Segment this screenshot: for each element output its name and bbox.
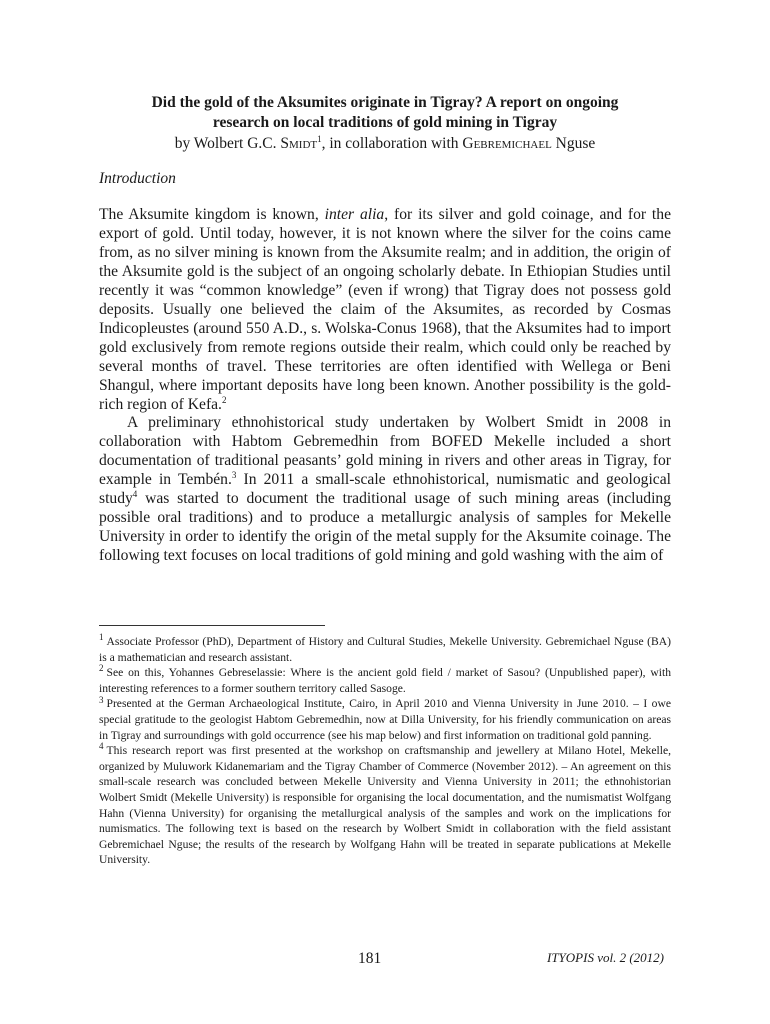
paragraph-2-text-a: A preliminary ethnohistorical study undertaken by Wolbert Smidt in 2008 in collaboration with Habtom Gebremedhin from BOFED Mekelle included a short documentation of traditional peasants’ gold mining in rivers and other areas in Tigray, for example in Tembén. [99, 414, 671, 489]
byline [98, 133, 672, 154]
footnote-number: 1 [99, 632, 104, 643]
footnote-ref-2[interactable]: 2 [221, 394, 227, 405]
paragraph-1-text-b: , for its silver and gold coinage, and for the export of gold. Until today, however, it is not known where the silver for the coins came from, as no silver mining is known from the Aksumite realm; and in addition, the origin of the Aksumite gold is the subject of an ongoing scholarly debate. In Ethiopian Studies until recently it was “common knowledge” (even if wrong) that Tigray does not possess gold deposits. Usually one believed the claim of the Aksumites, as recorded by Cosmas Indicopleustes (around 550 A.D., s. Wolska-Conus 1968), that the Aksumites had to import gold exclusively from remote regions outside their realm, which could only be reached by several months of travel. These territories are often identified with Wellega or Beni Shangul, where important deposits have long been known. Another possibility is the gold-rich region of Kefa. [99, 206, 671, 413]
footnote-divider [99, 625, 325, 626]
paragraph-1-text-a: The Aksumite kingdom is known, [99, 206, 325, 223]
body-text [99, 206, 671, 566]
running-footer: ITYOPIS vol. 2 (2012) [547, 950, 664, 965]
footnote-number: 2 [99, 663, 104, 674]
footnote-ref-3[interactable]: 3 [231, 470, 237, 481]
footnote-number: 4 [99, 741, 104, 752]
article-title-line-2: research on local traditions of gold mining in Tigray [212, 114, 558, 131]
paragraph-2-text-c: was started to document the traditional usage of such mining areas (including possible oral traditions) and to produce a metallurgic analysis of samples for Mekelle University in order to identify the origin of the metal supply for the Aksumite coinage. The following text focuses on local traditions of gold mining and gold washing with the aim of [99, 490, 671, 565]
paragraph-2 [99, 414, 671, 566]
footnote-4 [99, 743, 671, 868]
article-title-line-1: Did the gold of the Aksumites originate in Tigray? A report on ongoing [151, 94, 619, 111]
footnote-text: See on this, Yohannes Gebreselassie: Where is the ancient gold field / market of Sasou? (Unpublished paper), with interesting references to a former southern territory called Sasoge. [99, 666, 671, 695]
footnote-text: Associate Professor (PhD), Department of History and Cultural Studies, Mekelle University. Gebremichael Nguse (BA) is a mathematician and research assistant. [99, 635, 671, 664]
author-2-rest: Nguse [551, 135, 596, 152]
footnotes [99, 634, 671, 868]
author-1-surname: Smidt [280, 135, 318, 152]
byline-middle: , in collaboration with [321, 135, 463, 152]
paragraph-1 [99, 206, 671, 414]
section-heading: Introduction [99, 170, 176, 187]
footnote-3 [99, 696, 671, 743]
footnote-ref-1[interactable]: 1 [317, 133, 322, 144]
footnote-text: Presented at the German Archaeological Institute, Cairo, in April 2010 and Vienna University in June 2010. – I owe special gratitude to the geologist Habtom Gebremedhin, now at Dilla University, for his friendly communication on areas in Tigray and surroundings with gold occurrence (see his map below) and first information on traditional gold panning. [99, 697, 671, 742]
author-2-surname: Gebremichael [462, 135, 552, 152]
footnote-2 [99, 665, 671, 696]
paragraph-1-italic: inter alia [324, 206, 385, 223]
footnote-number: 3 [99, 694, 104, 705]
footnote-text: This research report was first presented at the workshop on craftsmanship and jewellery at Milano Hotel, Mekelle, organized by Muluwork Kidanemariam and the Tigray Chamber of Commerce (November 2012). – An agreement on this small-scale research was concluded between Mekelle University and Vienna University in 2011; the ethnohistorian Wolbert Smidt (Mekelle University) is responsible for organising the local documentation, and the numismatist Wolfgang Hahn (Vienna University) for organising the metallurgical analysis of the samples and work on the implications for numismatics. The following text is based on the research by Wolbert Smidt in collaboration with the field assistant Gebremichael Nguse; the results of the research by Wolfgang Hahn will be treated in separate publications at Mekelle University. [99, 744, 671, 867]
byline-prefix: by Wolbert G.C. [174, 135, 281, 152]
footnote-ref-4[interactable]: 4 [132, 489, 138, 500]
article-header [98, 93, 672, 154]
footnote-1 [99, 634, 671, 665]
page-number: 181 [358, 950, 382, 967]
paragraph-2-text-b: In 2011 a small-scale ethnohistorical, numismatic and geological study [99, 471, 671, 508]
